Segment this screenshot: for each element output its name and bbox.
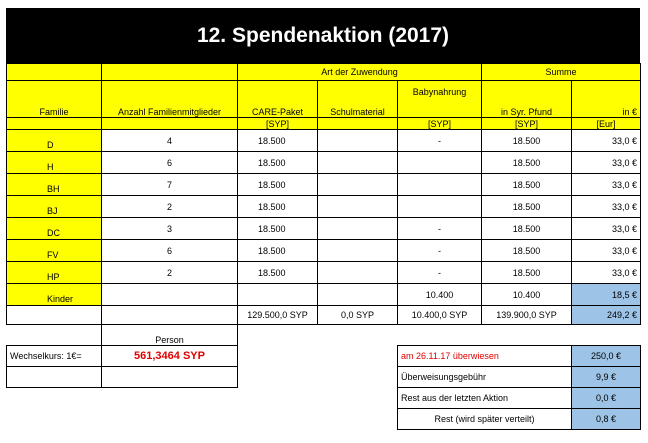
school-cell xyxy=(318,130,398,152)
table-row xyxy=(7,262,641,284)
exchange-label: Wechselkurs: 1€= xyxy=(7,346,102,367)
members-cell: 6 xyxy=(102,240,238,262)
care-cell: 18.500 xyxy=(238,174,318,196)
summary-gap xyxy=(238,346,398,367)
baby-cell: - xyxy=(398,262,482,284)
unit-eur: [Eur] xyxy=(572,118,641,130)
members-cell: 3 xyxy=(102,218,238,240)
table-row xyxy=(7,284,641,306)
header-blank-members xyxy=(102,64,238,81)
care-cell: 18.500 xyxy=(238,130,318,152)
care-cell: 18.500 xyxy=(238,152,318,174)
unit-blank-members xyxy=(102,118,238,130)
header-row-columns xyxy=(7,81,641,118)
total-care: 129.500,0 SYP xyxy=(238,306,318,325)
summary-gap xyxy=(7,409,398,430)
members-cell: 4 xyxy=(102,130,238,152)
header-group-label: Art der Zuwendung xyxy=(238,64,482,81)
school-cell xyxy=(318,262,398,284)
transferred-value: 250,0 € xyxy=(572,346,641,367)
syp-cell: 18.500 xyxy=(482,152,572,174)
care-cell: 18.500 xyxy=(238,240,318,262)
syp-cell: 18.500 xyxy=(482,240,572,262)
summary-row-person xyxy=(7,325,641,346)
exchange-value: 561,3464 SYP xyxy=(102,346,238,367)
header-row-units xyxy=(7,118,641,130)
rest-prev-label: Rest aus der letzten Aktion xyxy=(398,388,572,409)
school-cell xyxy=(318,174,398,196)
transferred-label: am 26.11.17 überwiesen xyxy=(398,346,572,367)
family-cell: Kinder xyxy=(7,284,102,306)
unit-blank-school xyxy=(318,118,398,130)
eur-cell: 33,0 € xyxy=(572,262,641,284)
baby-cell xyxy=(398,196,482,218)
header-blank-family xyxy=(7,64,102,81)
totals-row xyxy=(7,306,641,325)
header-school: Schulmaterial xyxy=(318,81,398,118)
members-cell: 6 xyxy=(102,152,238,174)
eur-cell: 33,0 € xyxy=(572,152,641,174)
table-body xyxy=(7,64,641,430)
table-row xyxy=(7,240,641,262)
header-baby: Babynahrung xyxy=(398,81,482,118)
school-cell xyxy=(318,196,398,218)
table-row xyxy=(7,218,641,240)
sheet-title: 12. Spendenaktion (2017) xyxy=(6,8,640,63)
syp-cell: 18.500 xyxy=(482,218,572,240)
summary-blank-right xyxy=(238,325,641,346)
summary-gap xyxy=(238,367,398,388)
table-row xyxy=(7,130,641,152)
totals-blank-members xyxy=(102,306,238,325)
eur-cell: 18,5 € xyxy=(572,284,641,306)
summary-gap xyxy=(7,388,398,409)
care-cell xyxy=(238,284,318,306)
care-cell: 18.500 xyxy=(238,218,318,240)
table-row xyxy=(7,196,641,218)
unit-care: [SYP] xyxy=(238,118,318,130)
school-cell xyxy=(318,284,398,306)
baby-cell xyxy=(398,152,482,174)
total-eur: 249,2 € xyxy=(572,306,641,325)
unit-blank-family xyxy=(7,118,102,130)
totals-blank-family xyxy=(7,306,102,325)
syp-cell: 18.500 xyxy=(482,130,572,152)
summary-row-fee xyxy=(7,367,641,388)
header-row-group xyxy=(7,64,641,81)
family-cell: HP xyxy=(7,262,102,284)
syp-cell: 18.500 xyxy=(482,262,572,284)
eur-cell: 33,0 € xyxy=(572,174,641,196)
family-cell: BJ xyxy=(7,196,102,218)
header-members: Anzahl Familienmitglieder xyxy=(102,81,238,118)
care-cell: 18.500 xyxy=(238,262,318,284)
header-syp: in Syr. Pfund xyxy=(482,81,572,118)
rest-value: 0,8 € xyxy=(572,409,641,430)
header-eur: in € xyxy=(572,81,641,118)
header-family: Familie xyxy=(7,81,102,118)
table-row xyxy=(7,152,641,174)
baby-cell: - xyxy=(398,240,482,262)
syp-cell: 18.500 xyxy=(482,174,572,196)
summary-blank xyxy=(7,325,102,346)
baby-cell: 10.400 xyxy=(398,284,482,306)
family-cell: DC xyxy=(7,218,102,240)
members-cell: 2 xyxy=(102,196,238,218)
baby-cell: - xyxy=(398,218,482,240)
school-cell xyxy=(318,218,398,240)
members-cell: 7 xyxy=(102,174,238,196)
rest-label: Rest (wird später verteilt) xyxy=(398,409,572,430)
unit-baby: [SYP] xyxy=(398,118,482,130)
fee-label: Überweisungsgebühr xyxy=(398,367,572,388)
summary-row-rest xyxy=(7,409,641,430)
summary-empty-a xyxy=(7,367,102,388)
summary-row-exchange xyxy=(7,346,641,367)
rest-prev-value: 0,0 € xyxy=(572,388,641,409)
family-cell: D xyxy=(7,130,102,152)
care-cell: 18.500 xyxy=(238,196,318,218)
family-cell: BH xyxy=(7,174,102,196)
person-label: Person xyxy=(102,325,238,346)
syp-cell: 18.500 xyxy=(482,196,572,218)
family-cell: FV xyxy=(7,240,102,262)
eur-cell: 33,0 € xyxy=(572,196,641,218)
baby-cell: - xyxy=(398,130,482,152)
members-cell xyxy=(102,284,238,306)
fee-value: 9,9 € xyxy=(572,367,641,388)
summary-empty-b xyxy=(102,367,238,388)
members-cell: 2 xyxy=(102,262,238,284)
summary-row-rest-prev xyxy=(7,388,641,409)
family-cell: H xyxy=(7,152,102,174)
school-cell xyxy=(318,152,398,174)
baby-cell xyxy=(398,174,482,196)
table-row xyxy=(7,174,641,196)
donation-table xyxy=(6,63,641,430)
header-care: CARE-Paket xyxy=(238,81,318,118)
eur-cell: 33,0 € xyxy=(572,130,641,152)
total-school: 0,0 SYP xyxy=(318,306,398,325)
total-syp: 139.900,0 SYP xyxy=(482,306,572,325)
total-baby: 10.400,0 SYP xyxy=(398,306,482,325)
syp-cell: 10.400 xyxy=(482,284,572,306)
unit-syp: [SYP] xyxy=(482,118,572,130)
school-cell xyxy=(318,240,398,262)
header-sum-label: Summe xyxy=(482,64,641,81)
eur-cell: 33,0 € xyxy=(572,218,641,240)
eur-cell: 33,0 € xyxy=(572,240,641,262)
